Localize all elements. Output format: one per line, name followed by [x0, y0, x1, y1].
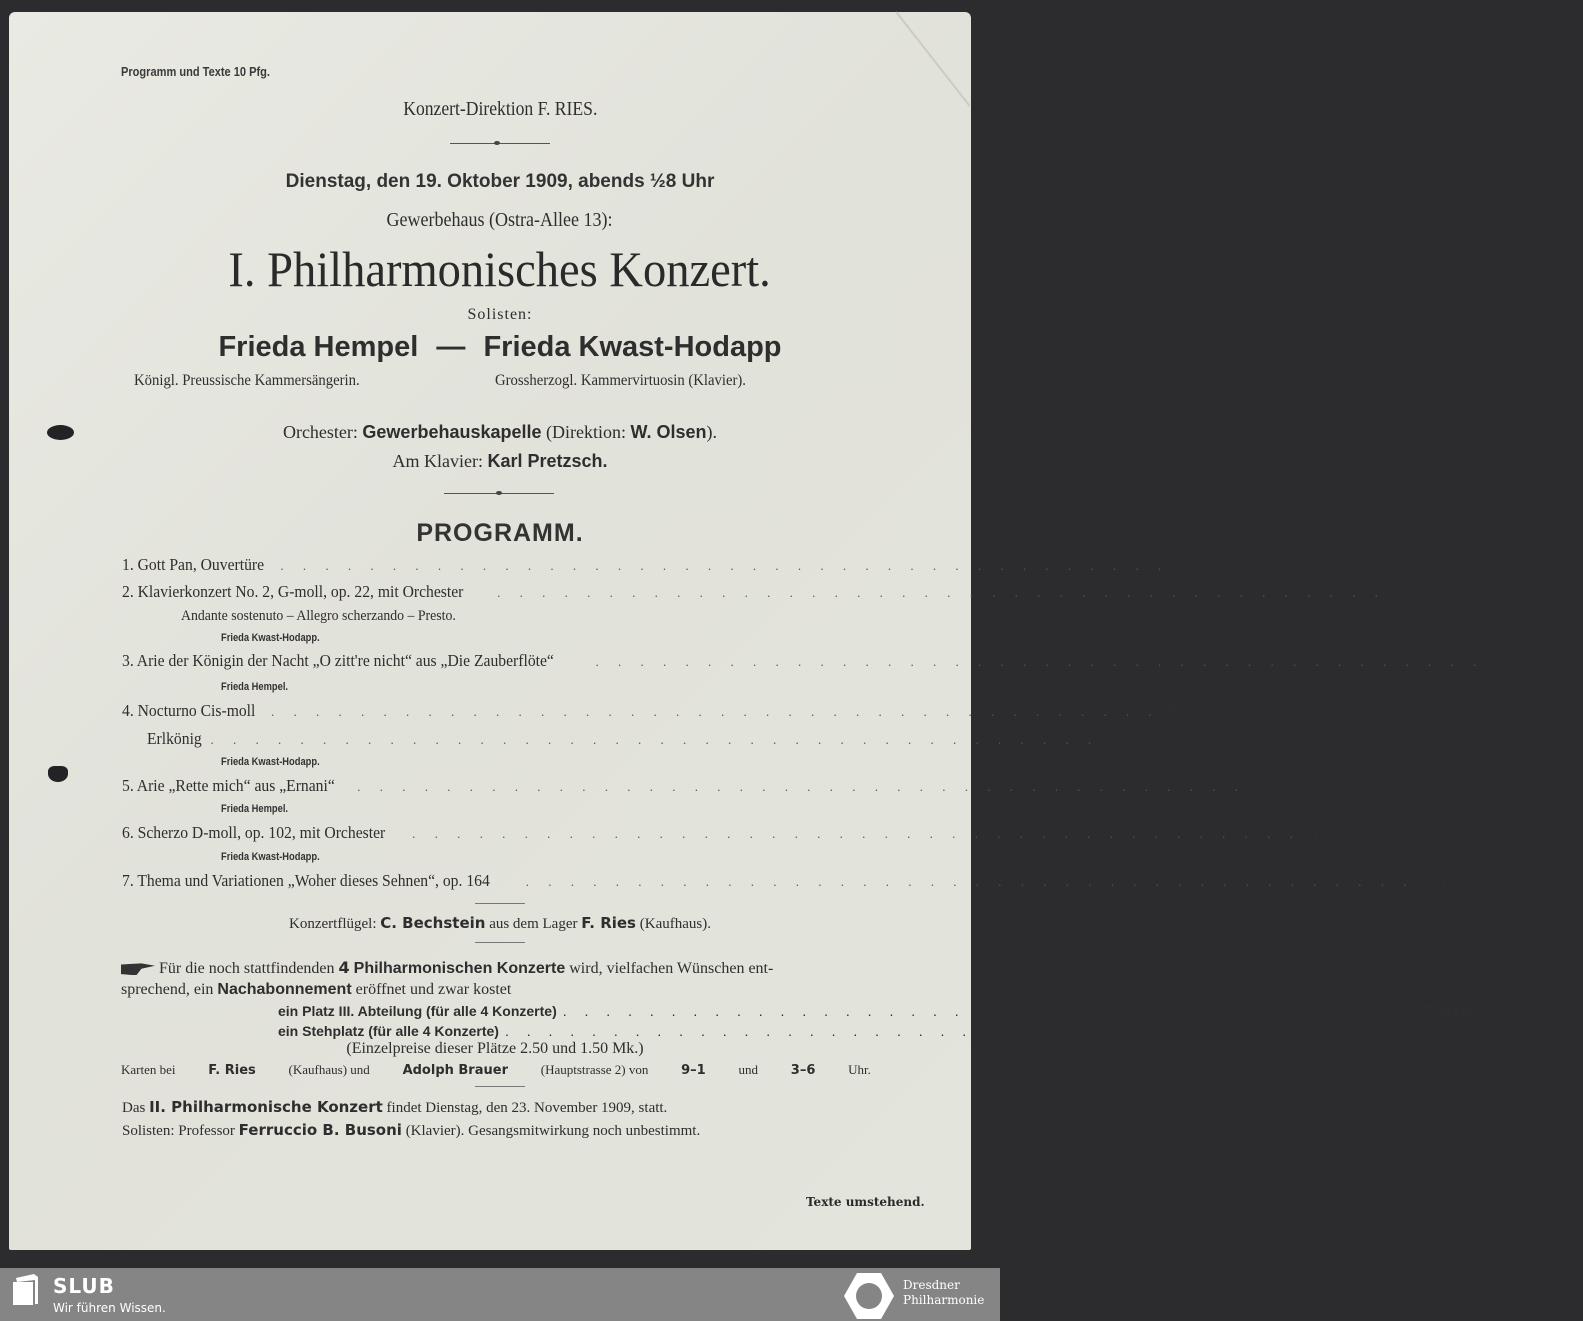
- piano-note-suffix: (Kaufhaus).: [639, 916, 711, 932]
- piano-dealer: F. Ries: [581, 914, 636, 932]
- dot-leader: . . . . . . . . . . . . . . . . . . . . . . . . . . . . . . . . . . . . . . . .: [562, 1003, 1424, 1019]
- program-item-performer: Frieda Kwast-Hodapp.: [221, 756, 320, 768]
- program-item-title: 5. Arie „Rette mich“ aus „Ernani“: [122, 776, 335, 795]
- program-item-title: 2. Klavierkonzert No. 2, G-moll, op. 22, mit Orchester: [122, 582, 464, 601]
- venue: [0, 209, 1000, 232]
- ticket-hours: 3–6: [790, 1063, 816, 1078]
- program-item-performer: Frieda Kwast-Hodapp.: [221, 632, 320, 644]
- program-item-composer: H. Litolff.: [1306, 823, 1374, 842]
- divider: [475, 942, 525, 943]
- next-concert-soloist: Ferruccio B. Busoni: [238, 1121, 402, 1139]
- subscription-count: 4: [338, 958, 350, 977]
- divider: [475, 1086, 525, 1087]
- slub-logo-text: SLUB: [53, 1274, 115, 1298]
- price-value: 4.— „: [1365, 1023, 1402, 1039]
- divider: [475, 903, 525, 904]
- next-concert-line-1: [122, 1098, 667, 1117]
- next-concert-line-2: [122, 1121, 700, 1140]
- price-row: [278, 1023, 1402, 1039]
- soloists-label: Solisten:: [467, 306, 533, 323]
- dot-leader: . . . . . . . . . . . . . . . . . . . . . . . . . . . . . . . . . . . . . . . .: [357, 779, 1247, 794]
- program-item-title: 4. Nocturno Cis-moll: [122, 701, 256, 720]
- single-prices: (Einzelpreise dieser Plätze 2.50 und 1.50 Mk.): [346, 1040, 644, 1057]
- subscription-text: eröffnet und zwar kostet: [355, 981, 512, 998]
- punch-hole: [48, 766, 68, 782]
- dot-leader: . . . . . . . . . . . . . . . . . . . . . . . . . . . . . . . . . . . . . . . .: [595, 654, 1485, 669]
- orchestra-label: Orchester:: [282, 422, 358, 442]
- program-item: [122, 582, 1497, 608]
- program-item-performer: Frieda Kwast-Hodapp.: [221, 851, 320, 863]
- next-concert-text: Das: [122, 1100, 146, 1116]
- price-item: ein Stehplatz (für alle 4 Konzerte): [278, 1023, 499, 1039]
- program-item-performer: Frieda Hempel.: [221, 803, 289, 815]
- dot-leader: . . . . . . . . . . . . . . . . . . . . . . . . . . . . . . . . . . . . . . . .: [210, 732, 1100, 747]
- ticket-hours: 9–1: [681, 1063, 706, 1078]
- subscription-text: wird, vielfachen Wünschen ent-: [569, 960, 774, 977]
- concert-management-text: Konzert-Direktion F. RIES.: [402, 98, 598, 120]
- venue-text: Gewerbehaus (Ostra-Allee 13):: [387, 209, 613, 231]
- piano-brand: C. Bechstein: [380, 914, 486, 932]
- slub-book-icon: [12, 1274, 40, 1306]
- soloist-name: Frieda Kwast-Hodapp: [483, 331, 782, 363]
- next-concert-text: (Klavier). Gesangsmitwirkung noch unbestimmt.: [405, 1123, 701, 1139]
- soloists-names: [0, 331, 1000, 364]
- piano-note-middle: aus dem Lager: [489, 916, 578, 932]
- ticket-text: und: [738, 1062, 759, 1077]
- next-concert-text: findet Dienstag, den 23. November 1909, statt.: [386, 1100, 668, 1116]
- price-row: [278, 1003, 1478, 1019]
- philharmonie-line-1: Dresdner: [903, 1278, 960, 1292]
- program-item-title: 6. Scherzo D-moll, op. 102, mit Orchester: [122, 823, 386, 842]
- piano-brand-note: [0, 914, 1000, 933]
- program-item: [122, 651, 1583, 677]
- program-item: [147, 729, 1208, 755]
- conductor-name: W. Olsen: [630, 422, 707, 442]
- dot-leader: . . . . . . . . . . . . . . . . . . . . . . . . . . . . . . . . . . . . . . . .: [412, 826, 1301, 841]
- program-item-composer: Schubert-Liszt.: [1105, 729, 1208, 748]
- ornament-dot: [494, 141, 500, 145]
- price-note: Programm und Texte 10 Pfg.: [121, 64, 271, 79]
- price-value: 7.50 Mk.: [1423, 1003, 1478, 1019]
- subscription-nachabonnement: Nachabonnement: [217, 981, 352, 998]
- next-concert-text: Solisten: Professor: [122, 1123, 235, 1139]
- orchestra-name: Gewerbehauskapelle: [362, 422, 542, 442]
- dot-leader: . . . . . . . . . . . . . . . . . . . . . . . . . . . . . . . . . . . . . . . .: [280, 558, 1170, 573]
- program-item: [122, 823, 1374, 849]
- ornament-divider: [450, 143, 550, 144]
- concert-title: [0, 240, 1000, 298]
- piano-label: Am Klavier:: [392, 451, 483, 471]
- pointing-hand-icon: [121, 963, 155, 975]
- texts-note: Texte umstehend.: [806, 1195, 925, 1209]
- subscription-text: Für die noch stattfindenden: [159, 960, 335, 977]
- piano-line: [0, 451, 1000, 472]
- program-item-composer: Fr. Chopin.: [1165, 701, 1244, 720]
- next-concert-title: II. Philharmonische Konzert: [149, 1098, 383, 1116]
- ticket-shop: Adolph Brauer: [402, 1063, 508, 1078]
- program-item-title: 7. Thema und Variationen „Woher dieses Sehnen“, op. 164: [122, 871, 490, 890]
- program-item-title: 1. Gott Pan, Ouvertüre: [122, 555, 265, 574]
- program-item: [122, 555, 1255, 581]
- dot-leader: . . . . . . . . . . . . . . . . . . . . . . . . . . . . . . . . . . . . . . . .: [504, 1023, 1366, 1039]
- dot-leader: . . . . . . . . . . . . . . . . . . . . . . . . . . . . . . . . . . . . . . . .: [525, 874, 1415, 889]
- soloist-role-text: Grossherzogl. Kammervirtuosin (Klavier).: [495, 372, 746, 389]
- price-item: ein Platz III. Abteilung (für alle 4 Konzerte): [278, 1003, 557, 1019]
- slub-tagline: Wir führen Wissen.: [53, 1301, 166, 1315]
- program-item-performer: Frieda Hempel.: [221, 681, 289, 693]
- subscription-concerts: Philharmonischen Konzerte: [353, 960, 566, 977]
- ticket-text: (Kaufhaus) und: [288, 1062, 370, 1077]
- soloist-role: [495, 372, 768, 390]
- ticket-info: [121, 1062, 871, 1078]
- dot-leader: . . . . . . . . . . . . . . . . . . . . . . . . . . . . . . . . . . . . . . . .: [497, 585, 1386, 600]
- pianist-name: Karl Pretzsch.: [487, 451, 608, 471]
- philharmonie-logo-icon: [843, 1272, 895, 1320]
- soloist-role: [134, 372, 379, 390]
- philharmonie-line-2: Philharmonie: [903, 1293, 985, 1307]
- ticket-text: Uhr.: [848, 1062, 871, 1077]
- program-item: [122, 871, 1487, 897]
- subscription-line-2: [121, 981, 511, 999]
- concert-management: [0, 98, 1000, 121]
- direction-close: ).: [706, 422, 718, 442]
- soloist-role-text: Königl. Preussische Kammersängerin.: [134, 372, 360, 389]
- program-item-title: Erlkönig: [147, 729, 202, 748]
- ticket-text: (Hauptstrasse 2) von: [540, 1062, 649, 1077]
- soloist-name: Frieda Hempel: [218, 331, 419, 363]
- program-item-composer: C. Saint-Saëns.: [1391, 582, 1497, 601]
- date-line: Dienstag, den 19. Oktober 1909, abends ½8 Uhr: [285, 171, 715, 192]
- footer-bar: [0, 1268, 1000, 1321]
- ornament-dot: [496, 491, 502, 495]
- ticket-shop: F. Ries: [208, 1063, 256, 1078]
- program-item-composer: H. Proch.: [1420, 871, 1487, 890]
- program-heading: PROGRAMM.: [416, 519, 584, 547]
- soloist-separator: —: [436, 331, 466, 363]
- direction-open: (Direktion:: [546, 422, 626, 442]
- program-item-composer: L. Kempter.: [1175, 555, 1255, 574]
- program-item-composer: J. Verdi.: [1252, 776, 1308, 795]
- dot-leader: . . . . . . . . . . . . . . . . . . . . . . . . . . . . . . . . . . . . . . . .: [270, 704, 1160, 719]
- concert-title-text: I. Philharmonisches Konzert.: [228, 241, 772, 297]
- program-item-subtitle: Andante sostenuto – Allegro scherzando – Presto.: [181, 608, 456, 624]
- program-item-title: 3. Arie der Königin der Nacht „O zitt're nicht“ aus „Die Zauberflöte“: [122, 651, 554, 670]
- subscription-line-1: [121, 958, 871, 978]
- program-item-composer: W. A. Mozart.: [1490, 651, 1583, 670]
- piano-note-label: Konzertflügel:: [289, 916, 377, 932]
- program-item: [122, 701, 1244, 727]
- ticket-text: Karten bei: [121, 1062, 176, 1077]
- orchestra-line: [0, 422, 1000, 443]
- subscription-text: sprechend, ein: [121, 981, 214, 998]
- philharmonie-logo-text: [903, 1278, 984, 1308]
- program-item: [122, 776, 1308, 802]
